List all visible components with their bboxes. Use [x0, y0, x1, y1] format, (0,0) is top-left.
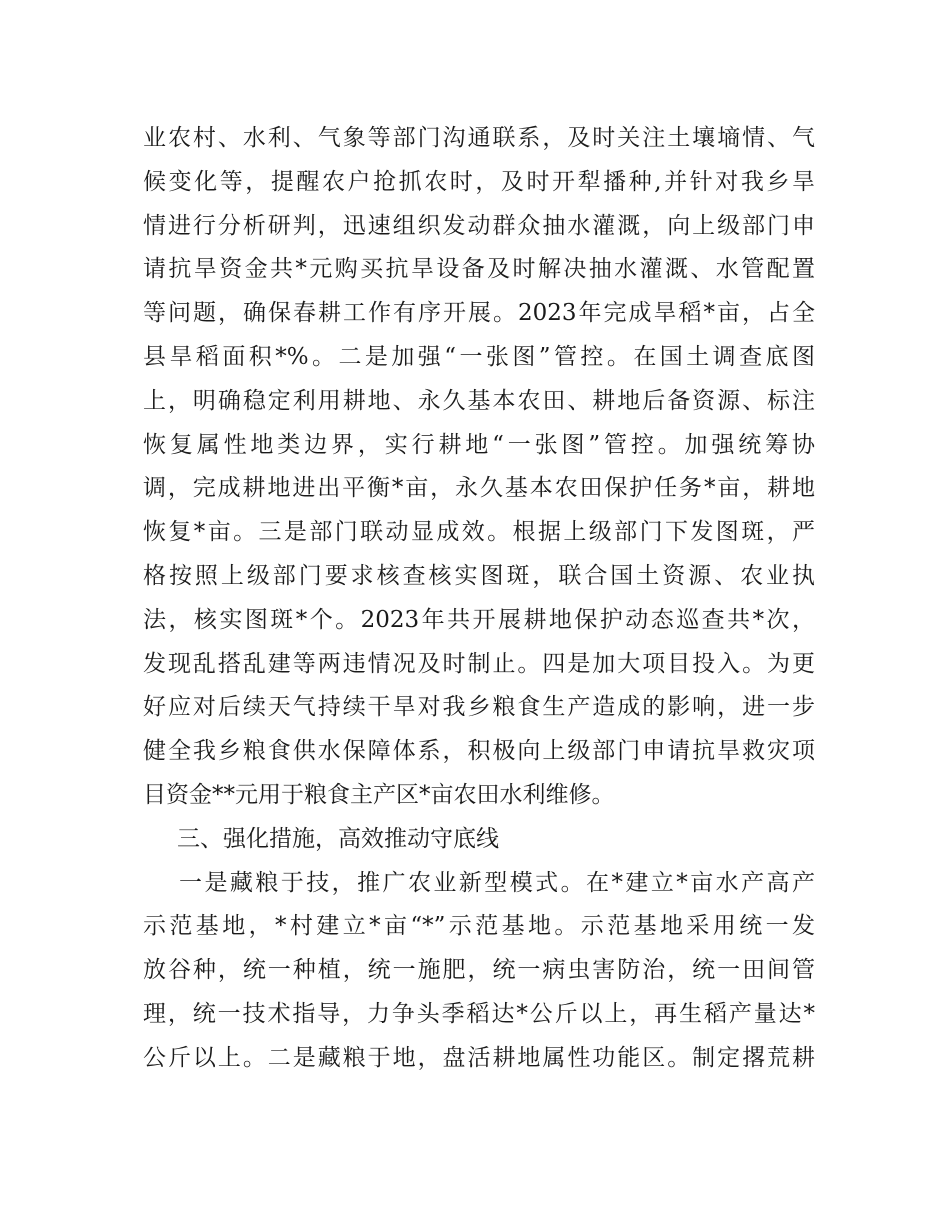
paragraph-1 — [143, 117, 815, 818]
text-line: 候变化等，提醒农户抢抓农时，及时开犁播种,并针对我乡旱 — [143, 168, 815, 195]
text-line: 目资金**元用于粮食主产区*亩农田水利维修。 — [143, 781, 615, 808]
text-line: 县旱稻面积*%。二是加强“一张图”管控。在国土调查底图 — [143, 343, 815, 370]
text-line: 公斤以上。二是藏粮于地，盘活耕地属性功能区。制定撂荒耕 — [143, 1044, 815, 1071]
text-line: 上，明确稳定利用耕地、永久基本农田、耕地后备资源、标注 — [143, 387, 815, 414]
paragraph-2 — [143, 862, 815, 1081]
text-line: 请抗旱资金共*元购买抗旱设备及时解决抽水灌溉、水管配置 — [143, 256, 815, 283]
text-line: 业农村、水利、气象等部门沟通联系，及时关注土壤墒情、气 — [143, 125, 815, 151]
document-body — [143, 117, 815, 1081]
text-line: 恢复属性地类边界，实行耕地“一张图”管控。加强统筹协 — [143, 431, 815, 458]
text-line: 理，统一技术指导，力争头季稻达*公斤以上，再生稻产量达* — [143, 1000, 815, 1027]
text-line: 调，完成耕地进出平衡*亩，永久基本农田保护任务*亩，耕地 — [143, 475, 815, 502]
text-line: 格按照上级部门要求核查核实图斑，联合国土资源、农业执 — [143, 562, 815, 589]
text-line: 放谷种，统一种植，统一施肥，统一病虫害防治，统一田间管 — [143, 957, 815, 984]
text-line: 恢复*亩。三是部门联动显成效。根据上级部门下发图斑，严 — [143, 519, 815, 546]
text-line: 健全我乡粮食供水保障体系，积极向上级部门申请抗旱救灾项 — [143, 738, 815, 765]
text-line: 示范基地，*村建立*亩“*”示范基地。示范基地采用统一发 — [143, 913, 815, 940]
text-line: 等问题，确保春耕工作有序开展。2023年完成旱稻*亩，占全 — [143, 300, 815, 327]
text-line: 情进行分析研判，迅速组织发动群众抽水灌溉，向上级部门申 — [143, 212, 815, 239]
text-line: 发现乱搭乱建等两违情况及时制止。四是加大项目投入。为更 — [143, 650, 815, 677]
text-line: 一是藏粮于技，推广农业新型模式。在*建立*亩水产高产 — [179, 869, 815, 896]
text-line: 法，核实图斑*个。2023年共开展耕地保护动态巡查共*次， — [143, 606, 815, 633]
text-line: 好应对后续天气持续干旱对我乡粮食生产造成的影响，进一步 — [143, 694, 815, 721]
section-heading: 三、强化措施，高效推动守底线 — [177, 825, 499, 852]
